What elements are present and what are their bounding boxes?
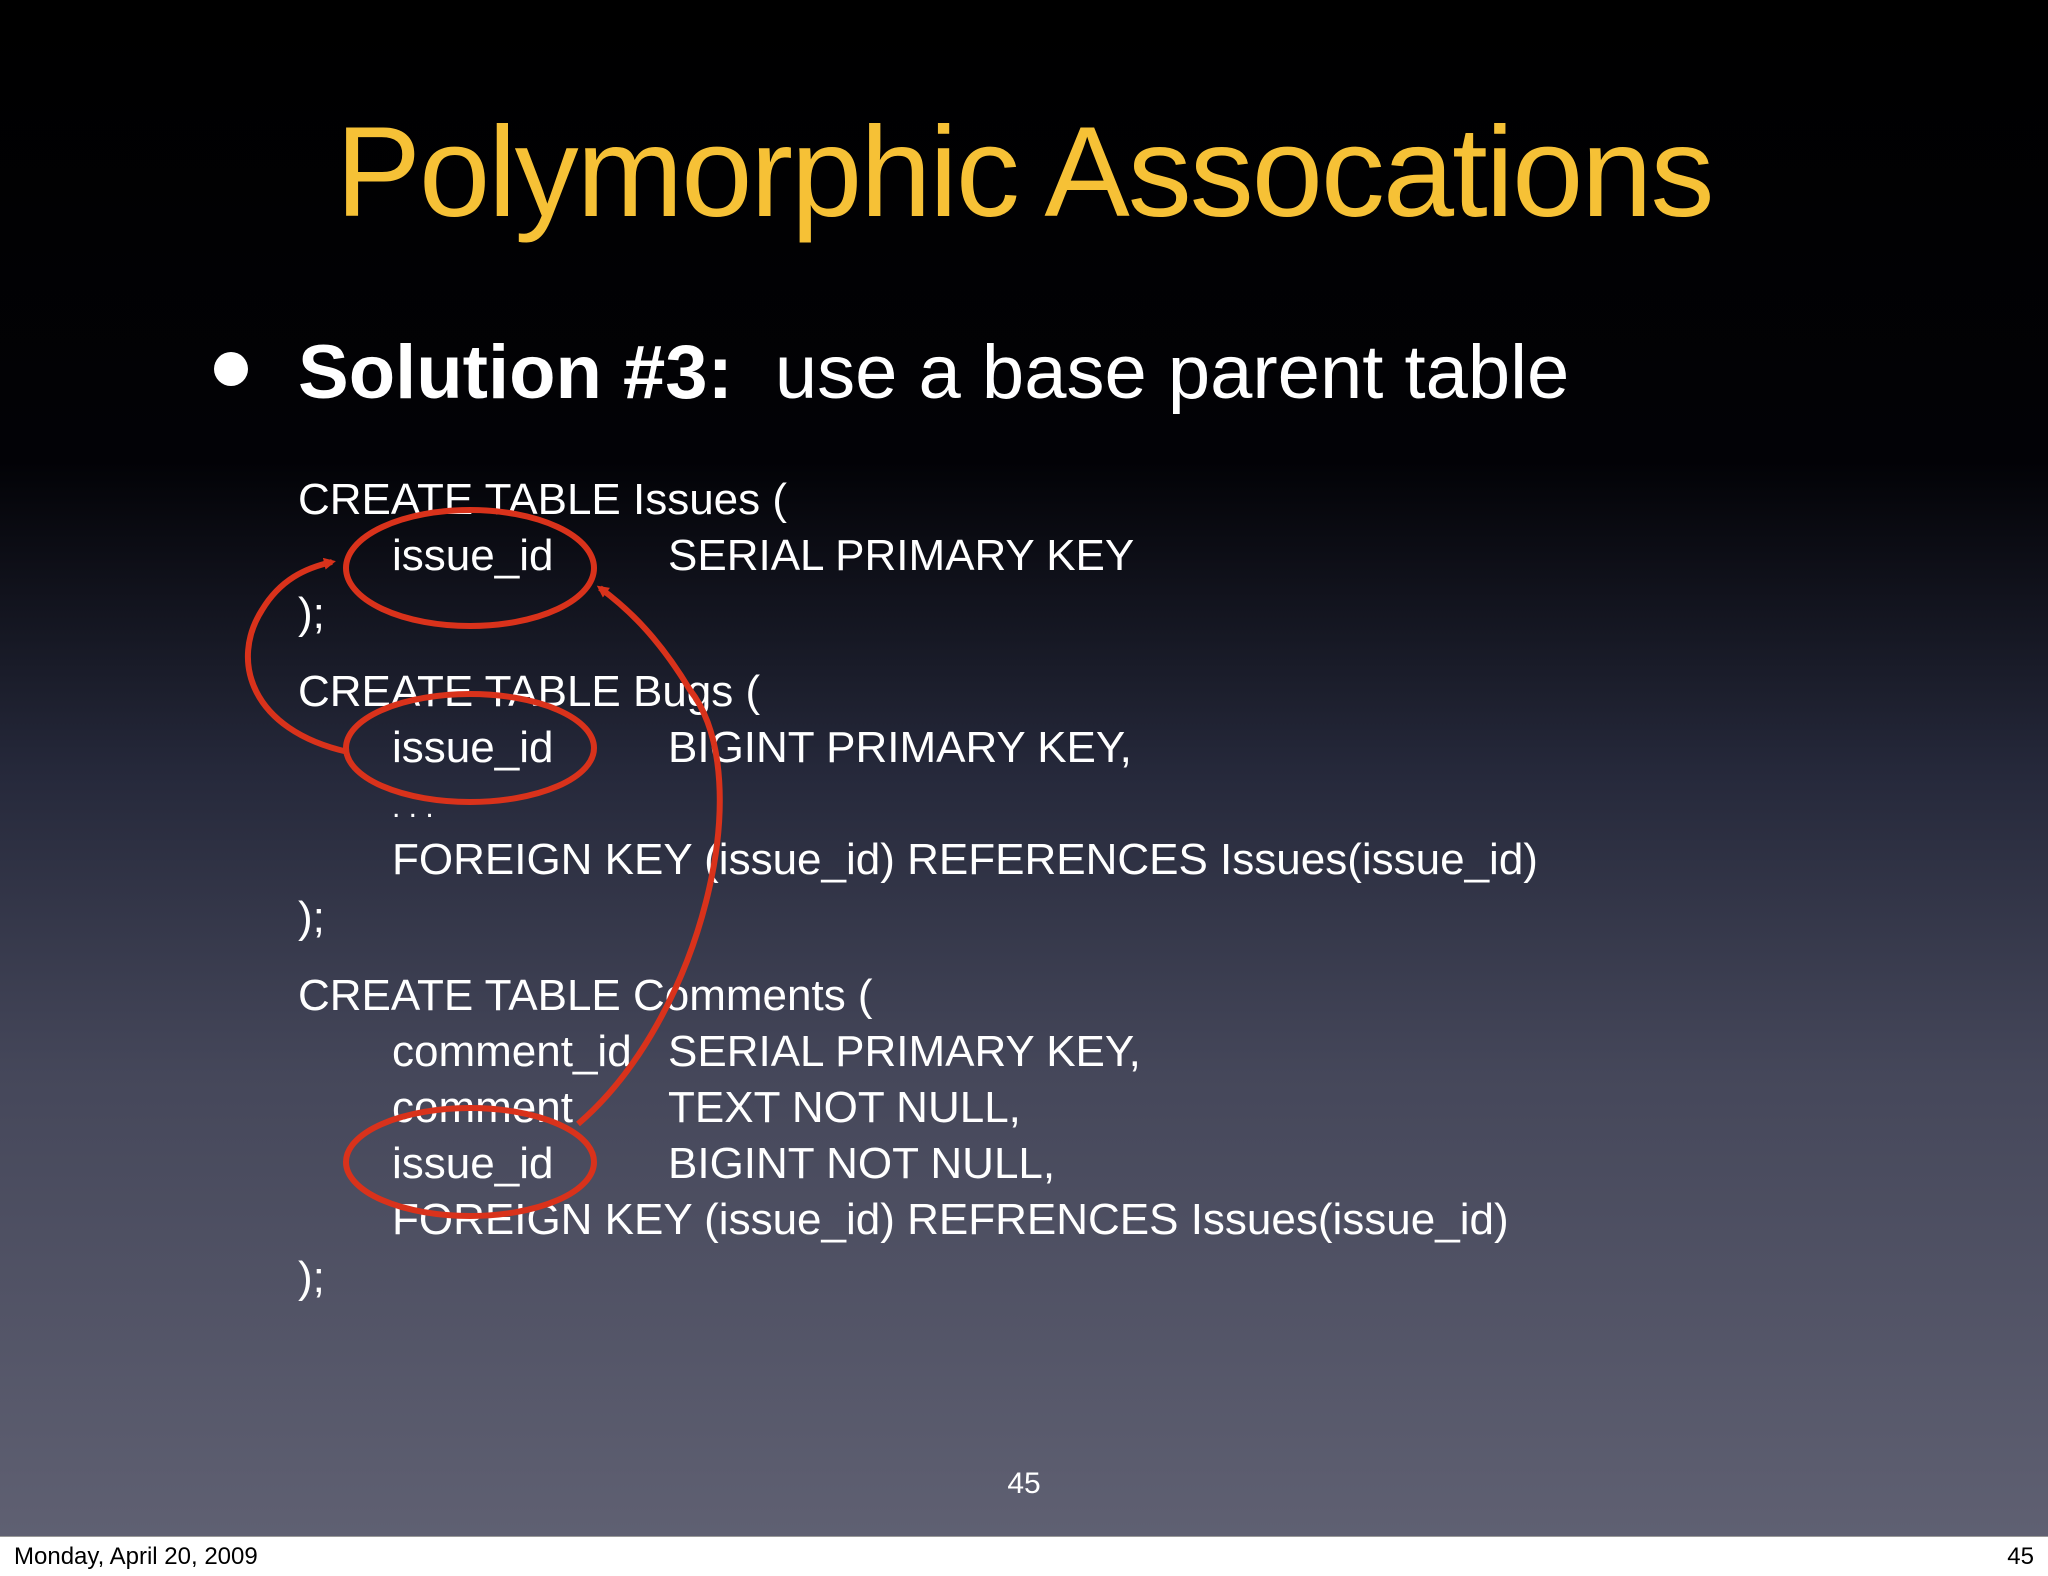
slide-title: Polymorphic Assocations [335,101,1713,244]
issues-column-type: SERIAL PRIMARY KEY [668,531,1135,580]
slide-number: 45 [1007,1467,1041,1500]
footer-date: Monday, April 20, 2009 [14,1543,258,1570]
bullet-text: use a base parent table [774,330,1570,415]
bugs-ellipsis: . . . [392,791,434,824]
bugs-close: ); [298,893,325,942]
bugs-column-name: issue_id [392,723,554,772]
comments-foreign-key: FOREIGN KEY (issue_id) REFRENCES Issues(issue_id) [392,1195,1509,1244]
comments-column-name: issue_id [392,1139,554,1188]
issues-column-name: issue_id [392,531,554,580]
comments-column-type: TEXT NOT NULL, [668,1083,1021,1132]
issues-close: ); [298,589,325,638]
comments-column-name: comment_id [392,1027,632,1076]
bugs-foreign-key: FOREIGN KEY (issue_id) REFERENCES Issues(issue_id) [392,835,1538,884]
issues-create-header: CREATE TABLE Issues ( [298,475,788,524]
comments-column-name: comment [392,1083,573,1132]
footer-page-number: 45 [2007,1543,2034,1570]
comments-create-header: CREATE TABLE Comments ( [298,971,873,1020]
bullet-dot [214,352,248,386]
comments-column-type: BIGINT NOT NULL, [668,1139,1056,1188]
comments-column-type: SERIAL PRIMARY KEY, [668,1027,1141,1076]
print-footer [0,1536,2048,1576]
bullet-bold-label: Solution #3: [298,330,733,415]
bullet-line [298,328,1569,418]
bugs-column-type: BIGINT PRIMARY KEY, [668,723,1132,772]
bugs-create-header: CREATE TABLE Bugs ( [298,667,761,716]
comments-close: ); [298,1253,325,1302]
